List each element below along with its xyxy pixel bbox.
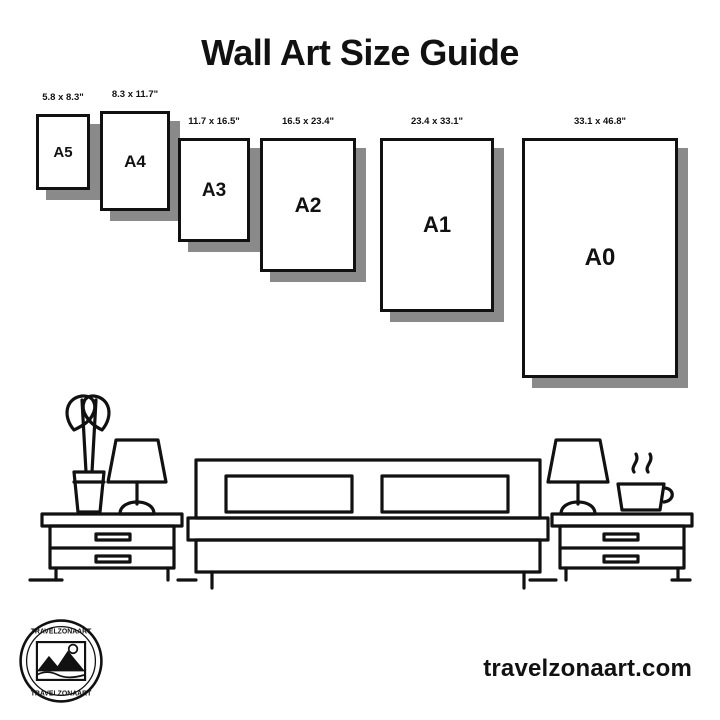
frame-box [178, 138, 250, 242]
frame-box [100, 111, 170, 211]
frame-dimension-label: 11.7 x 16.5" [188, 116, 240, 127]
frame-box [380, 138, 494, 312]
brand-logo [18, 618, 104, 704]
frame-a0 [522, 116, 678, 378]
right-nightstand-icon [552, 514, 692, 580]
svg-text:TRAVELZONAART: TRAVELZONAART [30, 628, 92, 636]
left-table-lamp-icon [108, 440, 166, 514]
coffee-cup-icon [618, 454, 672, 510]
bedroom-scene-illustration [0, 372, 720, 612]
frame-dimension-label: 16.5 x 23.4" [281, 116, 335, 127]
frame-box [522, 138, 678, 378]
frame-a3 [178, 116, 250, 242]
frame-size-label: A5 [53, 143, 73, 161]
potted-plant-icon [67, 396, 109, 512]
frame-dimension-label: 23.4 x 33.1" [410, 116, 464, 127]
frame-dimension-label: 5.8 x 8.3" [42, 92, 84, 103]
frame-size-label: A3 [201, 179, 227, 201]
frame-size-label: A2 [294, 193, 322, 217]
frame-a4 [100, 89, 170, 211]
left-nightstand-icon [42, 514, 182, 580]
frame-size-label: A0 [584, 244, 616, 271]
frame-size-label: A4 [124, 151, 146, 171]
website-url: travelzonaart.com [483, 655, 692, 682]
frame-size-label: A1 [422, 212, 452, 237]
bed-icon [188, 460, 548, 588]
right-table-lamp-icon [548, 440, 608, 514]
frame-a1 [380, 116, 494, 312]
frame-dimension-label: 8.3 x 11.7" [111, 89, 159, 100]
svg-text:TRAVELZONAART: TRAVELZONAART [30, 690, 92, 698]
logo-mountain-icon [37, 642, 85, 680]
frame-box [260, 138, 356, 272]
page-title: Wall Art Size Guide [201, 32, 519, 73]
frame-a5 [36, 92, 90, 190]
frame-a2 [260, 116, 356, 272]
frame-dimension-label: 33.1 x 46.8" [573, 116, 627, 127]
frame-box [36, 114, 90, 190]
